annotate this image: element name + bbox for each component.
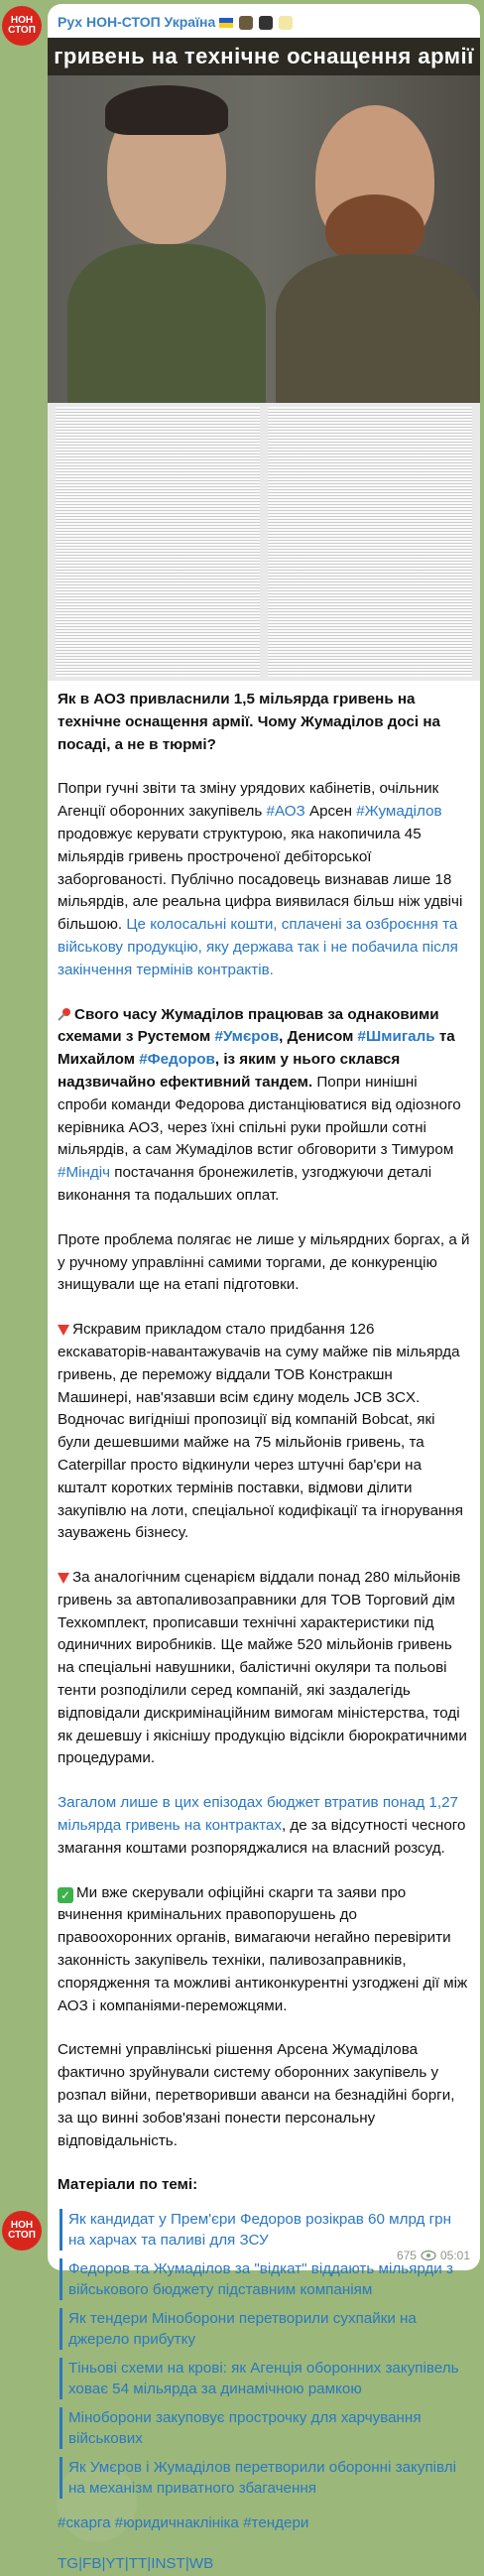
paragraph-2 xyxy=(58,1004,470,1208)
paragraph-8: Системні управлінські рішення Арсена Жумаділова фактично зруйнували систему оборонних закупівель у розпал війни, перетворивши аванси на безнадійні борги, за що винні зобов'язані понести персональну відповідальність. xyxy=(58,2041,455,2149)
p2-text-a: Свого часу Жумаділов працював за однаковими схемами з Рустемом xyxy=(58,1005,439,1046)
social-links[interactable]: TG|FB|YT|TT|INST|WB xyxy=(58,2555,214,2573)
source-link[interactable]: Міноборони закуповує прострочку для харчування військових xyxy=(60,2407,470,2449)
p1-text-b: Арсен xyxy=(304,803,357,821)
p1-link[interactable]: Це колосальні кошти, сплачені за озброєння та військову продукцію, яку держава так і не побачила після закінчення термінів контрактів. xyxy=(58,916,458,978)
memo-emoji-icon xyxy=(279,16,293,30)
paragraph-6 xyxy=(58,1792,470,1860)
p6-link[interactable]: Загалом лише в цих епізодах бюджет втратив понад 1,27 мільярда гривень на контрактах xyxy=(58,1794,458,1835)
paragraph-4 xyxy=(58,1319,470,1545)
red-triangle-icon xyxy=(58,1325,69,1336)
pushpin-icon xyxy=(58,1007,71,1021)
p7-text: Ми вже скерували офіційні скарги та заяви про вчинення кримінальних правопорушень до правоохоронних органів, вимагаючи негайно перевірити законність закупівель техніки, паливозаправників, спорядження та можливі антиконкурентні узгоджені дії між АОЗ і компаніями-переможцями. xyxy=(58,1883,468,2014)
p2-text-b: , Денисом xyxy=(279,1028,358,1046)
hashtag-shmyhal[interactable]: #Шмигаль xyxy=(357,1028,435,1046)
sources-title: Матеріали по темі: xyxy=(58,2176,198,2194)
avatar-line2: СТОП xyxy=(8,2230,36,2241)
source-link[interactable]: Як Умєров і Жумаділов перетворили оборонні закупівлі на механізм приватного збагачення xyxy=(60,2457,470,2499)
hashtag-umerov[interactable]: #Умєров xyxy=(214,1028,280,1046)
avatar-line2: СТОП xyxy=(8,25,36,36)
check-mark-icon: ✓ xyxy=(58,1887,73,1903)
channel-name[interactable]: Рух НОН-СТОП Україна xyxy=(58,14,216,30)
p4-text: Яскравим прикладом стало придбання 126 екскаваторів-навантажувачів на суму майже пів мільярда гривень, де переможу віддали ТОВ Констракшн Машинері, нав'язавши всім єдину модель JCB 3CX. Водночас вигідніші пропозиції від компаній Bobcat, які були дешевшими майже на 75 мільйонів гривень, та Caterpillar просто відкинули через штучні бар'єри на кшталт коротких термінів поставки, відмови ділити закупівлю на лоти, спеціальної кодифікації та ігнорування зауважень бізнесу. xyxy=(58,1321,464,1542)
post-image[interactable] xyxy=(48,38,480,681)
document-column-right xyxy=(268,407,472,677)
right-body xyxy=(276,254,480,403)
p2-text-d: , із яким у нього склався надзвичайно ефективний тандем. xyxy=(58,1051,401,1091)
paragraph-7 xyxy=(58,1882,470,2018)
left-hair xyxy=(105,85,228,135)
image-headline: гривень на технічне оснащення армії xyxy=(48,38,480,75)
p5-text: За аналогічним сценарієм віддали понад 280 мільйонів гривень за автопаливозаправники для ТОВ Торговий дім Техкомплект, прописавши технічні характеристики під одиничних виробників. Ще майже 520 мільйонів гривень на спеціальні навушники, балістичні окуляри та польові тенти розподілили серед компаній, які заздалегідь відповідали дискримінаційним вимогам міністерства, тоді як дешевшу і якіснішу продукцію відсікли бюрократичними процедурами. xyxy=(58,1569,467,1767)
clapper-emoji-icon xyxy=(259,16,273,30)
hashtag-zhumadilov[interactable]: #Жумаділов xyxy=(356,803,442,821)
p2-text-e: Попри нинішні спроби команди Федорова дистанціюватися від одіозного керівника АОЗ, через їхні спільні руки пройшли сотні мільярдів, а сам Жумаділов встиг обговорити з Тимуром xyxy=(58,1073,461,1159)
officer-emoji-icon xyxy=(239,16,253,30)
channel-avatar-bottom[interactable] xyxy=(2,2211,42,2251)
portraits xyxy=(48,75,480,403)
source-link[interactable]: Як кандидат у Прем'єри Федоров розікрав 60 млрд грн на харчах та паливі для ЗСУ xyxy=(60,2209,470,2251)
avatar-line1: НОН xyxy=(10,15,34,26)
avatar-line1: НОН xyxy=(10,2220,34,2231)
eye-icon xyxy=(421,2250,436,2261)
post-text xyxy=(58,689,470,2576)
p6-text: , де за відсутності чесного змагання коштами розпоряджалися на власний розсуд. xyxy=(58,1817,466,1857)
hashtags[interactable]: #скарга #юридичнаклініка #тендери xyxy=(58,2514,309,2532)
p2-text-c: та Михайлом xyxy=(58,1028,455,1069)
p2-text-f: постачання бронежилетів, узгоджуючи деталі виконання та подальших оплат. xyxy=(58,1164,432,1204)
views-count: 675 xyxy=(396,2249,417,2262)
document-column-left xyxy=(56,407,260,677)
hashtag-fedorov[interactable]: #Федоров xyxy=(139,1051,215,1069)
message-time: 05:01 xyxy=(439,2249,470,2262)
source-link[interactable]: Як тендери Міноборони перетворили сухпайки на джерело прибутку xyxy=(60,2308,470,2350)
post-title: Як в АОЗ привласнили 1,5 мільярда гривень на технічне оснащення армії. Чому Жумаділов досі на посаді, а не в тюрмі? xyxy=(58,691,440,753)
channel-avatar[interactable] xyxy=(2,6,42,46)
channel-name-row[interactable] xyxy=(58,14,470,30)
source-link[interactable]: Тіньові схеми на крові: як Агенція оборонних закупівель ховає 54 мільярда за динамічною рамкою xyxy=(60,2358,470,2399)
paragraph-1 xyxy=(58,778,470,981)
hashtag-mindich[interactable]: #Міндіч xyxy=(58,1164,111,1182)
paragraph-5 xyxy=(58,1567,470,1770)
hashtag-aoz[interactable]: #АОЗ xyxy=(266,803,305,821)
message-bubble xyxy=(48,4,480,2573)
message-meta xyxy=(397,2249,470,2262)
p1-text-a: Попри гучні звіти та зміну урядових кабінетів, очільник Агенції оборонних закупівель xyxy=(58,780,439,821)
source-link[interactable]: Федоров та Жумаділов за "відкат" віддають мільярди з військового бюджету підставним компаніям xyxy=(60,2258,470,2300)
red-triangle-icon xyxy=(58,1573,69,1584)
left-body xyxy=(67,244,266,403)
ukraine-flag-icon xyxy=(219,18,233,28)
paragraph-3: Проте проблема полягає не лише у мільярдних боргах, а й у ручному управлінні самими торгами, де конкуренцію знищували ще на етапі підготовки. xyxy=(58,1230,470,1294)
p1-text-c: продовжує керувати структурою, яка накопичила 45 мільярдів гривень простроченої дебіторської заборгованості. Публічно посадовець визнавав лише 18 мільярдів, але реальна цифра виявилася більш ніж удвічі більшою. xyxy=(58,825,463,934)
